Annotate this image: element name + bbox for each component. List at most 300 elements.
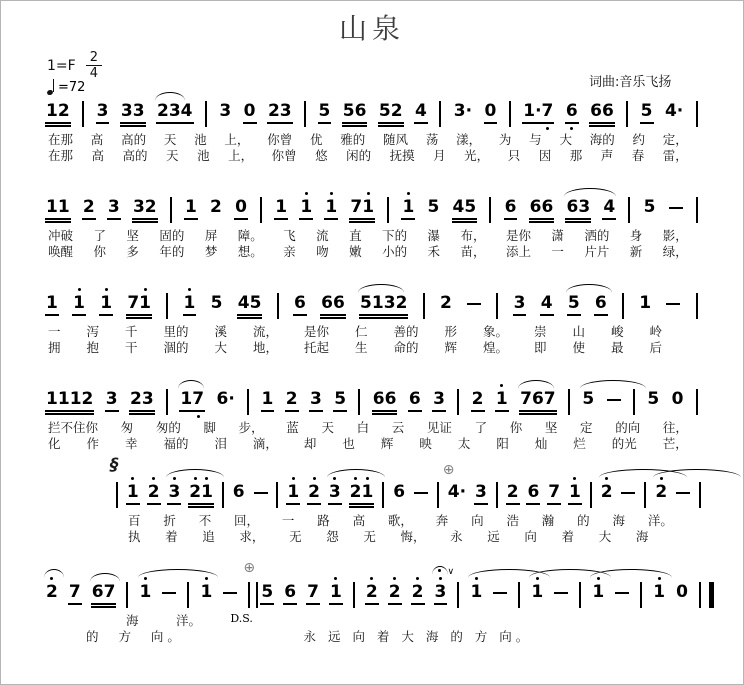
lyric-syllable: 月 [433,148,446,163]
lyric-syllable: 漾， [456,132,482,147]
lyric-syllable: 流 [316,228,329,243]
lyric-syllable: 执 [128,529,141,544]
tempo-value: =72 [58,80,86,95]
lyric-syllable: 化 [48,436,61,451]
barline [82,101,84,127]
lyric-syllable: 也 [342,436,355,451]
note: 66 [530,197,554,223]
lyric-syllable: 梦 [204,244,218,259]
lyric-syllable: 在那 [48,132,74,147]
note: 71 [350,197,374,223]
barline [590,482,592,508]
note: 56 [343,101,367,127]
score [1,1,743,684]
lyric-syllable: 辉 [444,340,458,355]
note: 5 [210,293,223,313]
coda-mark: ⊕ [442,462,455,478]
barline [579,582,581,608]
note: 63 [566,197,590,223]
lyrics-line-2 [48,244,688,259]
lyric-syllable: 了 [474,420,488,435]
note: 21 [350,482,374,508]
lyric-syllable: 一 [551,244,564,259]
lyric-syllable: 高 [91,148,105,163]
lyric-syllable: 悔， [400,529,426,544]
note: 1 [287,482,299,508]
notation-row [46,197,698,227]
lyric-syllable: 无 [363,529,376,544]
dash-note [669,197,683,218]
note: 1 [262,389,274,415]
lyric-syllable: 匆的 [155,420,181,435]
barline [644,482,646,508]
music-system-2 [46,197,698,259]
meter-numerator: 2 [86,51,102,66]
note: 2 [655,482,667,508]
note: 1 [653,582,666,602]
note: 2 [148,482,160,508]
note: 3 [108,197,120,223]
notation-row [46,389,698,419]
lyric-syllable: 潇 [551,228,564,243]
lyric-syllable: 泻 [86,324,100,339]
lyric-syllable: 瀚 [541,513,555,528]
lyric-syllable: 仁 [355,324,368,339]
lyric-syllable: 歌， [387,513,413,528]
note: 1 [569,482,581,508]
lyric-syllable: 太 [457,436,471,451]
notation-row [110,455,701,512]
note: 1 [496,389,508,415]
note: 2 [389,582,401,608]
lyric-syllable: 白 [356,420,370,435]
lyric-syllable: 命的 [393,340,419,355]
breath-mark: ∨ [447,567,455,577]
lyric-syllable: 高的 [122,148,148,163]
credit-line: 词曲:音乐飞扬 [589,75,672,90]
lyric-syllable: 抚摸 [389,148,415,163]
note: 6 [393,482,406,502]
note: 5 [427,197,440,217]
note: 1 [402,197,414,223]
lyric-syllable: 阳 [496,436,509,451]
lyric-syllable: 布， [460,228,486,243]
lyric-syllable: 唤醒 [48,244,74,259]
slur-arc [90,573,120,583]
slur-arc [580,380,646,390]
note: 6 [294,293,306,319]
lyric-syllable: 添上 [505,244,531,259]
dash-note [554,582,568,603]
lyric-syllable: 瀑 [427,228,441,243]
note: 12 [46,101,70,127]
lyric-syllable: 禾 [427,244,441,259]
lyric-syllable: 抱 [86,340,100,355]
note: 2 [412,582,424,608]
barline [509,101,511,127]
note: 1 [73,293,85,319]
note: 2 [439,293,452,313]
note: 5 [641,101,653,127]
note: 1 [184,293,196,319]
lyric-syllable: 远 [487,529,500,544]
barline [353,582,355,608]
barline [496,293,498,319]
lyric-syllable: 是你 [304,324,330,339]
lyric-syllable: 荡 [425,132,439,147]
barline [247,389,249,415]
note: 1 [127,482,139,508]
barline [304,101,306,127]
note: 6 [595,293,607,319]
lyric-syllable: 怨 [326,529,339,544]
lyric-syllable: 上， [228,148,254,163]
lyrics-line-2 [48,148,688,163]
note: 5 [647,389,660,409]
lyric-syllable: 匆 [120,420,134,435]
note: 6 [527,482,539,508]
lyric-syllable: 定， [662,132,688,147]
ds-label: D.S. [230,612,253,625]
dash-note [414,482,428,503]
note: 1 [531,582,543,608]
lyric-syllable: 你曾 [271,148,297,163]
notation-row [46,101,698,131]
lyric-syllable: 亲 [283,244,296,259]
meter-denominator: 4 [89,66,98,81]
note: 1 [185,197,197,223]
lyric-syllable: 因 [538,148,552,163]
lyric-syllable: 岭 [649,324,663,339]
note: 7 [307,582,319,608]
note: 67 [92,582,116,608]
note: 5 [643,197,656,217]
lyric-syllable: 奔 [435,513,449,528]
segno-mark: § [110,455,119,475]
note: 0 [244,101,256,127]
lyrics-line-2 [48,436,688,451]
lyric-syllable: 洋。 [175,613,201,628]
note: 0 [676,582,688,602]
note: 33 [121,101,145,127]
lyric-syllable: 坚 [126,228,139,243]
note: 6 [505,197,517,223]
note: 0 [671,389,684,409]
note: 7 [69,582,81,608]
barline [358,389,360,415]
lyric-syllable: 流， [253,324,279,339]
note: 3 [168,482,180,508]
lyric-syllable: 冲破 [48,228,74,243]
dash-note [254,482,268,503]
barline [696,389,698,415]
barline [222,482,224,508]
lyric-syllable: 向 [524,529,537,544]
lyric-syllable: 往， [662,420,688,435]
note: 3· [453,101,473,121]
note: 6 [566,101,578,127]
lyric-syllable: 象。 [483,324,509,339]
lyric-syllable: 大 [598,529,612,544]
lyric-syllable: 大 [559,132,572,147]
barline [626,101,628,127]
lyric-syllable: 脚 [203,420,216,435]
lyric-syllable: 雷， [662,148,688,163]
lyric-syllable: 浩 [506,513,519,528]
barline [187,582,189,608]
lyric-syllable: 后 [649,340,663,355]
barline [457,389,459,415]
slur-arc [178,380,204,390]
lyric-syllable: 溪 [214,324,228,339]
fermata-mark [432,566,455,577]
lyric-syllable: 千 [125,324,138,339]
lyrics-line-1 [128,513,673,528]
barline [170,197,172,223]
barline [518,582,520,608]
note: 1 [592,582,604,608]
lyric-syllable: 映 [419,436,432,451]
slur-arc [653,469,741,479]
barline [260,197,262,223]
lyric-syllable: 约 [632,132,646,147]
note: 4 [541,293,553,319]
note: 17 [180,389,204,415]
lyric-syllable: 生 [355,340,368,355]
lyric-syllable: 了 [93,228,106,243]
note: 6 [284,582,296,608]
barline [276,482,278,508]
lyric-syllable: 声 [600,148,614,163]
lyric-syllable: 一 [48,324,61,339]
lyric-syllable: 高 [90,132,104,147]
lyric-syllable: 干 [125,340,138,355]
note: 32 [133,197,157,223]
note: 0 [485,101,497,127]
lyric-syllable: 高 [352,513,366,528]
note: 66 [590,101,614,127]
lyric-syllable: 福的 [163,436,189,451]
lyric-syllable: 绿， [662,244,688,259]
slur-arc [518,380,554,390]
lyric-syllable: 那 [569,148,583,163]
lyric-syllable: 无 [289,529,302,544]
lyric-syllable: 拥 [48,340,61,355]
lyric-syllable: 障。 [237,228,263,243]
barline [568,389,570,415]
music-system-6 [46,560,701,644]
lyric-syllable: 天 [166,148,179,163]
note: 2 [46,582,58,608]
barline [696,101,698,127]
lyric-syllable: 你曾 [267,132,293,147]
note: 2 [366,582,378,608]
lyric-syllable: 追 [202,529,215,544]
lyric-syllable: 池 [194,132,207,147]
notation-row [46,560,701,625]
lyric-syllable: 煌。 [483,340,509,355]
lyric-syllable: 小的 [382,244,408,259]
lyric-syllable: 托起 [304,340,330,355]
note: 1 [275,197,287,223]
dash-note [615,582,629,603]
lyric-syllable: 海 [126,613,139,628]
lyric-syllable: 的 [577,513,590,528]
lyrics-line-1 [126,613,201,628]
slur-arc [44,569,64,579]
barline [166,389,168,415]
song-title: 山泉 [338,12,405,45]
lyric-syllable: 见证 [426,420,452,435]
lyric-syllable: 随风 [383,132,409,147]
barline [126,582,128,608]
note: 5 [319,101,331,127]
lyric-syllable: 海 [635,529,649,544]
note: 45 [453,197,477,223]
note: 1 [140,582,152,608]
lyric-syllable: 只 [507,148,521,163]
note: 1 [200,582,213,602]
lyric-syllable: 飞 [283,228,296,243]
note: 2 [210,197,222,217]
note: 3 [329,482,341,508]
lyric-syllable: 大 [214,340,228,355]
note: 1 [100,293,112,319]
barline [640,582,642,608]
lyric-syllable: 雅的 [340,132,366,147]
lyric-syllable: 地， [253,340,279,355]
lyric-syllable: 直 [349,228,362,243]
music-system-3 [46,293,698,355]
lyric-syllable: 求， [239,529,265,544]
barline [696,293,698,319]
note: 3 [97,101,109,127]
note: 3 ∨ [435,582,447,608]
lyric-syllable: 却 [303,436,317,451]
barline [633,389,635,415]
slur-arc [358,284,404,294]
lyric-syllable: 片片 [584,244,610,259]
lyric-syllable: 为 [498,132,512,147]
note: 3 [219,101,232,121]
lyric-syllable: 嫩 [349,244,362,259]
lyric-syllable: 使 [572,340,586,355]
lyric-syllable: 善的 [393,324,419,339]
lyric-syllable: 涸的 [163,340,189,355]
lyric-syllable: 里的 [163,324,189,339]
note: 66 [321,293,345,319]
note: 5 [582,389,594,415]
note: 4· ⊕ [442,462,467,502]
dash-note [666,293,680,314]
lyric-syllable: 形 [444,324,458,339]
lyric-syllable: 光， [464,148,490,163]
note: 4 [603,197,615,223]
note: 11 [46,197,70,223]
barline [437,482,439,508]
lyric-syllable: 着 [561,529,575,544]
music-system-4 [46,389,698,451]
note: 6 [232,482,245,502]
lyric-syllable: 步， [238,420,264,435]
note: 0 [235,197,247,223]
lyric-syllable: 拦不住你 [48,420,99,435]
music-system-5 [110,455,701,544]
lyrics-line-2 [48,340,688,355]
lyric-syllable: 着 [165,529,178,544]
lyric-syllable: 屏 [204,228,218,243]
lyrics-line-1 [48,324,688,339]
dash-note [493,582,507,603]
lyric-syllable: 春 [631,148,645,163]
note: 7 [548,482,560,508]
lyric-syllable: 洒的 [584,228,610,243]
lyric-syllable: 芒， [662,436,688,451]
lyric-syllable: 路 [317,513,330,528]
dash-note [467,293,481,314]
barline [699,482,701,508]
lyric-syllable: 海 [612,513,625,528]
lyric-syllable: 山 [572,324,586,339]
dash-note [223,582,237,603]
barline [205,101,207,127]
note: 1·7 [523,101,553,127]
note: 2 [308,482,320,508]
note: 71 [127,293,151,319]
lyric-syllable: 与 [529,132,542,147]
lyrics-line-2: 的 方 向。 永 远 向 着 大 海 的 方 向。 [86,629,533,644]
final-barline [699,582,701,608]
lyric-syllable: 峻 [611,324,624,339]
lyrics-line-1 [48,420,688,435]
note: 3 [106,389,118,415]
note: 6 [409,389,421,415]
lyric-syllable: 年的 [159,244,185,259]
note: 2 [286,389,298,415]
dash-note [162,582,176,603]
lyric-syllable: 百 [128,513,141,528]
barline [457,582,459,608]
barline [110,455,119,508]
note: 5 [334,389,346,415]
lyric-syllable: 即 [534,340,547,355]
lyric-syllable: 滴， [252,436,278,451]
coda-mark: ⊕ [243,560,256,576]
note: 21 [189,482,213,508]
lyric-syllable: 烂 [573,436,586,451]
lyric-syllable: 你 [509,420,523,435]
lyric-syllable: 折 [163,513,176,528]
note: 4 [415,101,427,127]
lyric-syllable: 定 [580,420,593,435]
lyric-syllable: 吻 [316,244,329,259]
note: 23 [130,389,154,415]
lyric-syllable: 辉 [380,436,394,451]
lyric-syllable: 上， [224,132,250,147]
dash-note [621,482,635,503]
note: 5 [261,582,273,608]
music-system-1 [46,101,698,163]
note: 2 [83,197,95,223]
note: 4· [664,101,684,121]
lyric-syllable: 的向 [615,420,641,435]
lyrics-line-2 [128,529,673,544]
lyric-syllable: 海的 [589,132,615,147]
lyric-syllable: 闲的 [346,148,372,163]
slur-arc [155,92,185,102]
lyrics-line-1 [48,228,688,243]
lyric-syllable: 幸 [124,436,138,451]
